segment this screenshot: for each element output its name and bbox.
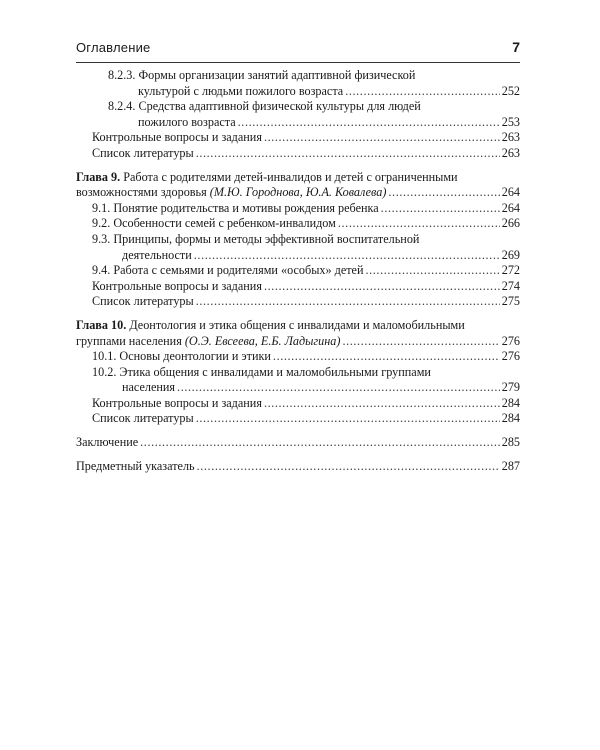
dot-leader <box>140 435 500 451</box>
dot-leader <box>342 334 499 350</box>
entry-page: 285 <box>501 435 520 450</box>
entry-page: 264 <box>501 185 520 200</box>
header-rule <box>76 62 520 63</box>
toc-entry-references-8[interactable] <box>76 146 520 162</box>
entry-page: 284 <box>501 411 520 426</box>
dot-leader <box>196 411 500 427</box>
toc-entry-conclusion[interactable] <box>76 435 520 451</box>
toc-entry-10-1[interactable] <box>76 349 520 365</box>
toc-entry-questions-9[interactable] <box>76 279 520 295</box>
entry-title: 9.3. Принципы, формы и методы эффективной воспитательной <box>92 231 420 246</box>
dot-leader <box>264 130 500 146</box>
entry-title: Список литературы <box>92 294 194 309</box>
dot-leader <box>196 146 500 162</box>
entry-title: 10.1. Основы деонтологии и этики <box>92 349 271 364</box>
entry-title: Контрольные вопросы и задания <box>92 278 262 293</box>
entry-page: 263 <box>501 145 520 160</box>
entry-title-cont: населения <box>122 380 176 395</box>
dot-leader <box>345 84 500 100</box>
chapter-label: Глава 9. <box>76 169 121 184</box>
entry-title-cont: деятельности <box>122 247 192 262</box>
entry-page: 284 <box>501 395 520 410</box>
toc-entry-questions-8[interactable] <box>76 130 520 146</box>
entry-page: 275 <box>501 294 520 309</box>
chapter-title: Деонтология и этика общения с инвалидами и маломобильными <box>129 317 465 332</box>
chapter-title-cont: возможностями здоровья <box>76 185 207 200</box>
entry-title: 10.2. Этика общения с инвалидами и маломобильными группами <box>92 364 431 379</box>
entry-page: 263 <box>501 130 520 145</box>
entry-title: Список литературы <box>92 411 194 426</box>
toc-entry-index[interactable] <box>76 459 520 475</box>
dot-leader <box>264 396 500 412</box>
entry-title: Средства адаптивной физической культуры для людей <box>138 99 421 114</box>
dot-leader <box>196 294 500 310</box>
entry-number: 8.2.4. <box>108 99 136 114</box>
entry-number: 8.2.3. <box>108 68 136 82</box>
entry-page: 264 <box>501 200 520 215</box>
toc-chapter-9[interactable] <box>76 170 520 201</box>
entry-title: Контрольные вопросы и задания <box>92 395 262 410</box>
dot-leader <box>177 380 500 396</box>
entry-title: Заключение <box>76 435 139 450</box>
entry-title: Контрольные вопросы и задания <box>92 130 262 145</box>
entry-page: 269 <box>501 247 520 262</box>
entry-title: Формы организации занятий адаптивной физической <box>138 68 416 82</box>
entry-page: 276 <box>501 349 520 364</box>
dot-leader <box>365 263 499 279</box>
dot-leader <box>388 185 499 201</box>
entry-title-cont: культурой с людьми пожилого возраста <box>138 83 344 98</box>
entry-page: 276 <box>501 333 520 348</box>
entry-title: 9.4. Работа с семьями и родителями «особых» детей <box>92 263 364 278</box>
entry-page: 287 <box>501 458 520 473</box>
table-of-contents <box>76 68 520 474</box>
dot-leader <box>273 349 500 365</box>
entry-title: 9.1. Понятие родительства и мотивы рождения ребенка <box>92 200 379 215</box>
entry-page: 253 <box>501 114 520 129</box>
toc-entry-9-3[interactable] <box>76 232 520 263</box>
toc-entry-10-2[interactable] <box>76 365 520 396</box>
page-number: 7 <box>512 39 520 55</box>
chapter-title-cont: группами населения <box>76 333 182 348</box>
dot-leader <box>264 279 500 295</box>
dot-leader <box>194 248 500 264</box>
toc-entry-9-2[interactable] <box>76 216 520 232</box>
chapter-title: Работа с родителями детей-инвалидов и детей с ограниченными <box>123 169 458 184</box>
toc-entry-references-10[interactable] <box>76 411 520 427</box>
dot-leader <box>381 201 500 217</box>
entry-page: 266 <box>501 216 520 231</box>
toc-entry-8-2-3[interactable] <box>76 68 520 99</box>
entry-page: 272 <box>501 263 520 278</box>
toc-entry-references-9[interactable] <box>76 294 520 310</box>
dot-leader <box>197 459 500 475</box>
toc-entry-8-2-4[interactable] <box>76 99 520 130</box>
entry-page: 274 <box>501 278 520 293</box>
entry-page: 252 <box>501 83 520 98</box>
toc-chapter-10[interactable] <box>76 318 520 349</box>
chapter-authors: (М.Ю. Городнова, Ю.А. Ковалева) <box>209 185 387 200</box>
toc-entry-9-4[interactable] <box>76 263 520 279</box>
toc-entry-9-1[interactable] <box>76 201 520 217</box>
entry-title: Список литературы <box>92 145 194 160</box>
chapter-authors: (О.Э. Евсеева, Е.Б. Ладыгина) <box>184 333 341 348</box>
toc-entry-questions-10[interactable] <box>76 396 520 412</box>
entry-title: Предметный указатель <box>76 458 195 473</box>
entry-title-cont: пожилого возраста <box>138 114 236 129</box>
entry-page: 279 <box>501 380 520 395</box>
dot-leader <box>238 115 500 131</box>
dot-leader <box>338 216 500 232</box>
page-header <box>76 40 520 62</box>
chapter-label: Глава 10. <box>76 317 127 332</box>
entry-title: 9.2. Особенности семей с ребенком-инвалидом <box>92 216 336 231</box>
running-title: Оглавление <box>76 40 151 55</box>
